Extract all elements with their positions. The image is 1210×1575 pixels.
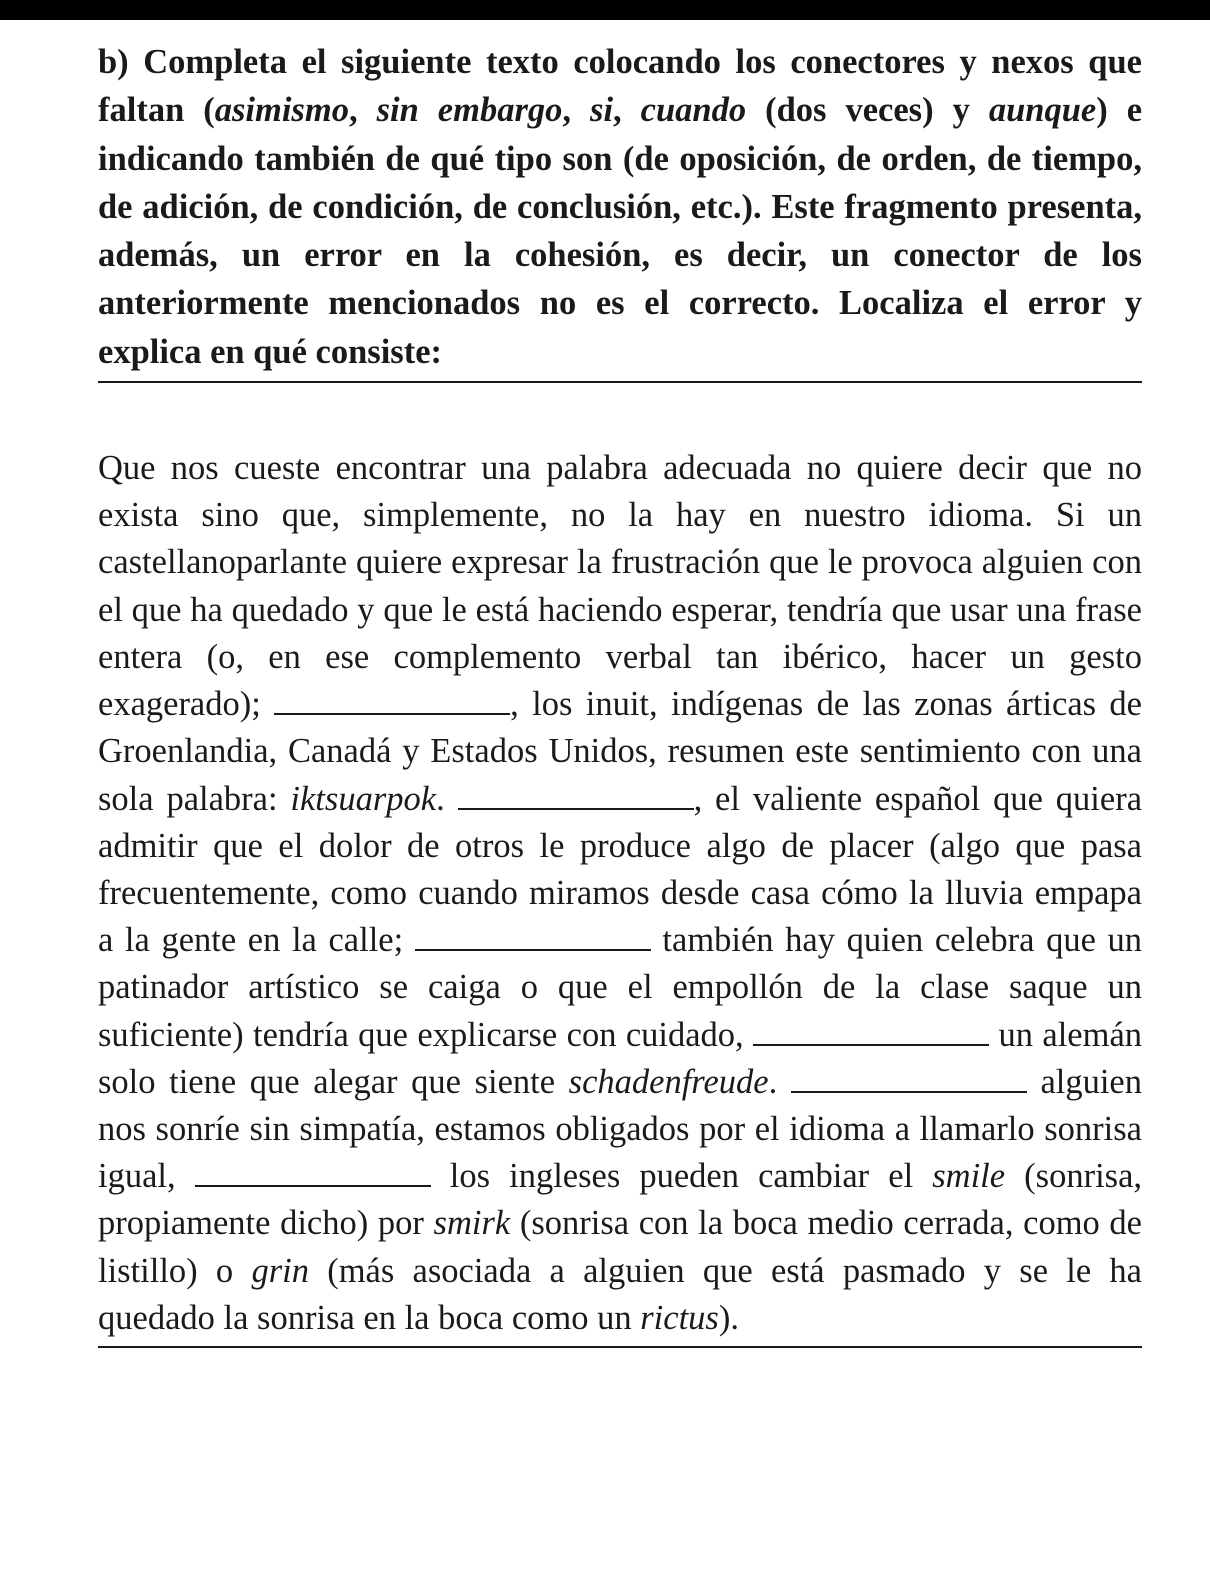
term-rictus: rictus <box>640 1298 719 1337</box>
passage-text: , el valiente español que quiera admitir que el dolor de otros le produce algo de placer (algo que pasa frecuentemente, como cuando miramos desde casa cómo la lluvia empapa a la gente en la calle; <box>98 779 1143 960</box>
connector-asimismo: asimismo <box>214 91 349 130</box>
connector-si: si <box>590 91 614 130</box>
passage-text: Que nos cueste encontrar una palabra adecuada no quiere decir que no exista sino que, simplemente, no la hay en nuestro idioma. Si un castellanoparlante quiere expresar la frustración que le provoca alguien con el que ha quedado y que le está haciendo esperar, tendría que usar una frase entera (o, en ese complemento verbal tan ibérico, hacer un gesto exagerado); <box>98 449 1142 724</box>
blank-5[interactable] <box>791 1061 1027 1093</box>
passage-text: . <box>436 779 458 818</box>
instr-sep: , <box>348 91 377 130</box>
blank-6[interactable] <box>195 1155 431 1187</box>
passage-underline <box>98 1346 1142 1348</box>
blank-1[interactable] <box>274 683 510 715</box>
passage-text: un alemán solo tiene que alegar que siente <box>98 1015 1143 1101</box>
passage-text: ). <box>718 1298 739 1337</box>
instr-text: ) e indicando también de qué tipo son (de oposición, de orden, de tiempo, de adición, de condición, de conclusión, etc.). Este fragmento presenta, además, un error en la cohesión, es decir, un conector de los anteriormente mencionados no es el correcto. Localiza el error y explica en qué consiste: <box>98 91 1143 371</box>
term-schadenfreude: schadenfreude <box>568 1062 769 1101</box>
passage-text: los ingleses pueden cambiar el <box>430 1157 933 1196</box>
blank-4[interactable] <box>753 1014 989 1046</box>
passage-text: alguien nos sonríe sin simpatía, estamos obligados por el idioma a llamarlo sonrisa igual, <box>98 1062 1142 1196</box>
passage-text: (más asociada a alguien que está pasmado y se le ha quedado la sonrisa en la boca como un <box>98 1251 1142 1337</box>
top-black-bar <box>0 0 1210 20</box>
instr-text: (dos veces) y <box>746 91 989 130</box>
instr-sep: , <box>613 91 641 130</box>
passage-text: (sonrisa con la boca medio cerrada, como de listillo) o <box>98 1204 1142 1290</box>
passage-text: . <box>768 1062 791 1101</box>
passage-text: también hay quien celebra que un patinador artístico se caiga o que el empollón de la clase saque un suficiente) tendría que explicarse con cuidado, <box>98 921 1142 1054</box>
exercise-passage <box>98 445 1142 1342</box>
blank-2[interactable] <box>458 778 694 810</box>
connector-cuando: cuando <box>640 91 747 130</box>
term-smirk: smirk <box>433 1204 511 1243</box>
connector-aunque: aunque <box>988 91 1097 130</box>
instr-sep: , <box>562 91 591 130</box>
term-smile: smile <box>932 1157 1006 1196</box>
passage-text: (sonrisa, propiamente dicho) por <box>98 1157 1143 1243</box>
term-iktsuarpok: iktsuarpok <box>290 779 437 818</box>
instr-text: b) Completa el siguiente texto colocando los conectores y nexos que faltan ( <box>98 43 1142 130</box>
blank-3[interactable] <box>415 919 651 951</box>
instructions-underline <box>98 381 1142 383</box>
term-grin: grin <box>251 1251 309 1290</box>
connector-sin-embargo: sin embargo <box>376 91 563 130</box>
passage-text: , los inuit, indígenas de las zonas árticas de Groenlandia, Canadá y Estados Unidos, resumen este sentimiento con una sola palabra: <box>98 685 1142 818</box>
exercise-instructions <box>98 38 1142 376</box>
worksheet <box>98 38 1142 1348</box>
